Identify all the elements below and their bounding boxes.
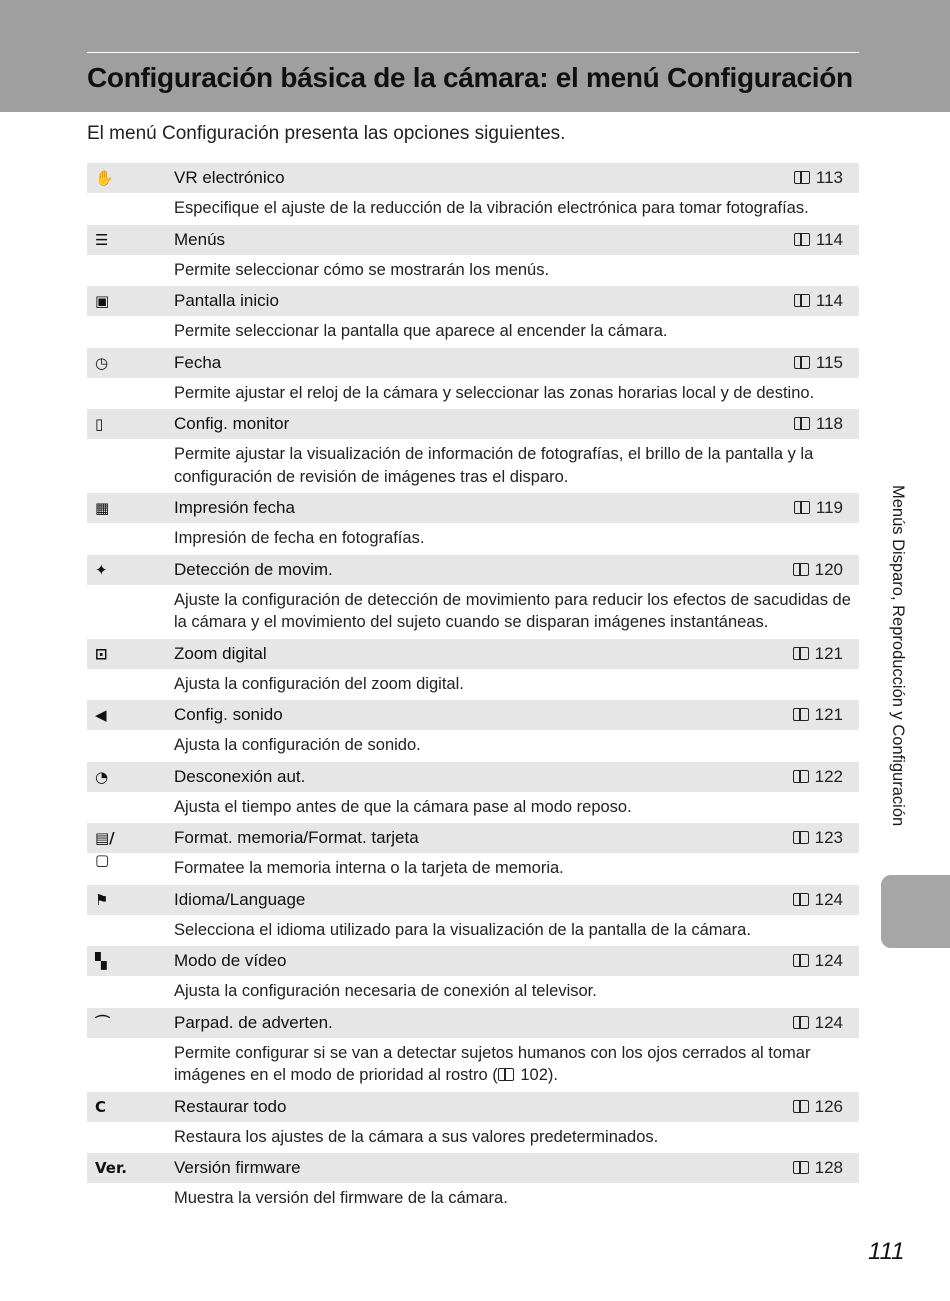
clock-icon: ◷ [95,353,109,372]
menu-entry-name: Config. sonido [174,705,283,724]
menu-entry-description: Ajuste la configuración de detección de movimiento para reducir los efectos de sacudidas de la cámara y el movimiento del sujeto cuando se disparan imágenes instantáneas. [174,590,851,631]
menu-entry-name: Config. monitor [174,414,290,433]
page-reference [794,409,843,439]
page-reference [794,493,843,523]
page-reference-icon [794,294,810,307]
page-reference [793,700,843,730]
blink-warning-icon: ⌒ [95,1013,111,1032]
page-reference-number: 120 [814,559,843,579]
page-reference-number: 124 [814,951,843,970]
menu-entry-row [87,1153,859,1183]
page-reference-icon [793,893,809,906]
language-icon: ⚑ [95,890,109,909]
speaker-icon: ◀ [95,706,107,724]
menu-entry-name: Restaurar todo [174,1096,287,1116]
side-section-label: Menús Disparo, Reproducción y Configuración [889,485,907,827]
menu-entry-description: Permite seleccionar cómo se mostrarán los menús. [174,260,550,279]
page-reference [794,225,843,255]
page-reference-icon [794,233,810,246]
page-reference [793,823,843,853]
menu-entry-row [87,555,859,585]
menu-entry-description: Restaura los ajustes de la cámara a sus valores predeterminados. [174,1127,659,1146]
page-reference [793,885,843,915]
page-reference-number: 124 [814,889,843,909]
intro-text: El menú Configuración presenta las opciones siguientes. [87,123,566,144]
menu-entry-description: Permite ajustar el reloj de la cámara y seleccionar las zonas horarias local y de destino. [174,383,815,402]
menu-entry-name: Impresión fecha [174,498,295,517]
page-reference [794,348,843,378]
menu-entry-row [87,225,859,255]
page-reference [793,555,843,585]
menu-entry-row [87,493,859,523]
menu-entry-row [87,348,859,378]
page-reference-icon [793,831,809,844]
menu-entry-name: Detección de movim. [174,559,333,579]
page-reference-icon [794,417,810,430]
welcome-screen-icon: ▣ [95,292,110,310]
menu-entry-description: Selecciona el idioma utilizado para la visualización de la pantalla de la cámara. [174,920,751,939]
menu-entry-description: Permite seleccionar la pantalla que aparece al encender la cámara. [174,322,668,340]
format-memory-icon: ▤/▢ [95,829,115,869]
menu-entry-row [87,700,859,730]
menu-entry-row [87,409,859,439]
page-reference [794,286,843,316]
page-reference-icon [793,770,809,783]
page-reference [793,1092,843,1122]
page-reference-icon [794,171,810,184]
date-imprint-icon: ▦ [95,499,110,517]
menu-icon: ☰ [95,230,109,249]
page-reference-number: 113 [815,168,843,187]
page-reference-number: 114 [815,229,843,249]
page-reference-number: 114 [815,291,843,310]
menu-entry-row [87,639,859,669]
menu-entry-name: Fecha [174,352,222,372]
menu-entry-name: Parpad. de adverten. [174,1012,333,1032]
menu-entry-description: Permite configurar si se van a detectar sujetos humanos con los ojos cerrados al tomar imágenes en el modo de prioridad al rostro ( 102). [174,1043,811,1084]
menu-entry-row [87,1092,859,1122]
page-reference [793,762,843,792]
menu-entry-name: Versión firmware [174,1158,301,1177]
menu-entry-name: VR electrónico [174,168,285,187]
page-header [0,0,950,112]
auto-off-icon: ◔ [95,767,109,786]
page-reference-number: 118 [815,414,843,433]
page-number: 111 [868,1238,905,1265]
setup-menu-table [87,163,859,1215]
vr-hand-icon: ✋ [95,169,114,187]
page-reference [793,1153,843,1183]
page-title: Configuración básica de la cámara: el menú Configuración [87,62,853,93]
menu-entry-description: Ajusta la configuración de sonido. [174,736,421,754]
menu-entry-description: Permite ajustar la visualización de información de fotografías, el brillo de la pantalla y la configuración de revisión de imágenes tras el disparo. [174,445,814,486]
page-reference-number: 119 [815,498,843,517]
page-reference-icon [793,647,809,660]
reset-icon: C [95,1097,107,1116]
page-reference [793,639,843,669]
menu-entry-description: Formatee la memoria interna o la tarjeta de memoria. [174,859,564,877]
video-mode-icon: ▚ [95,952,107,970]
page-reference-number: 122 [814,766,843,786]
page-reference-number: 115 [815,352,843,372]
digital-zoom-icon: ⊡ [95,644,108,663]
firmware-version-icon: Ver. [95,1159,127,1177]
monitor-icon: ▯ [95,415,104,433]
menu-entry-description: Ajusta la configuración necesaria de conexión al televisor. [174,982,597,1000]
page-reference [794,163,843,193]
menu-entry-name: Desconexión aut. [174,766,306,786]
page-reference-icon [793,1100,809,1113]
menu-entry-row [87,946,859,976]
side-section-tab [881,875,950,948]
menu-entry-row [87,286,859,316]
page-reference [793,1008,843,1038]
menu-entry-row [87,163,859,193]
menu-entry-name: Zoom digital [174,643,267,663]
menu-entry-name: Pantalla inicio [174,291,279,310]
page-reference-icon [793,708,809,721]
page-reference-icon [793,563,809,576]
menu-entry-description: Ajusta el tiempo antes de que la cámara pase al modo reposo. [174,797,632,816]
page-reference-number: 123 [814,828,843,847]
page-reference [793,946,843,976]
menu-entry-description: Especifique el ajuste de la reducción de la vibración electrónica para tomar fotografías. [174,199,809,217]
page-reference-number: 124 [814,1012,843,1032]
page-reference-icon [793,1016,809,1029]
page-reference-number: 128 [814,1158,843,1177]
menu-entry-row [87,762,859,792]
menu-entry-name: Idioma/Language [174,889,306,909]
page-reference-icon [794,356,810,369]
menu-entry-name: Modo de vídeo [174,951,287,970]
menu-entry-name: Format. memoria/Format. tarjeta [174,828,419,847]
page-reference-number: 121 [814,643,843,663]
page-reference-icon [793,954,809,967]
page-reference-icon [498,1068,514,1081]
page-reference-number: 121 [814,705,843,724]
page-reference-icon [794,501,810,514]
page-reference-icon [793,1161,809,1174]
menu-entry-row [87,885,859,915]
header-rule [87,52,859,53]
motion-detection-icon: ✦ [95,560,108,579]
page-reference-number: 126 [814,1096,843,1116]
menu-entry-description: Muestra la versión del firmware de la cámara. [174,1189,508,1207]
menu-entry-row [87,1008,859,1038]
menu-entry-description: Ajusta la configuración del zoom digital. [174,674,464,693]
menu-entry-name: Menús [174,229,226,249]
menu-entry-description: Impresión de fecha en fotografías. [174,529,425,547]
